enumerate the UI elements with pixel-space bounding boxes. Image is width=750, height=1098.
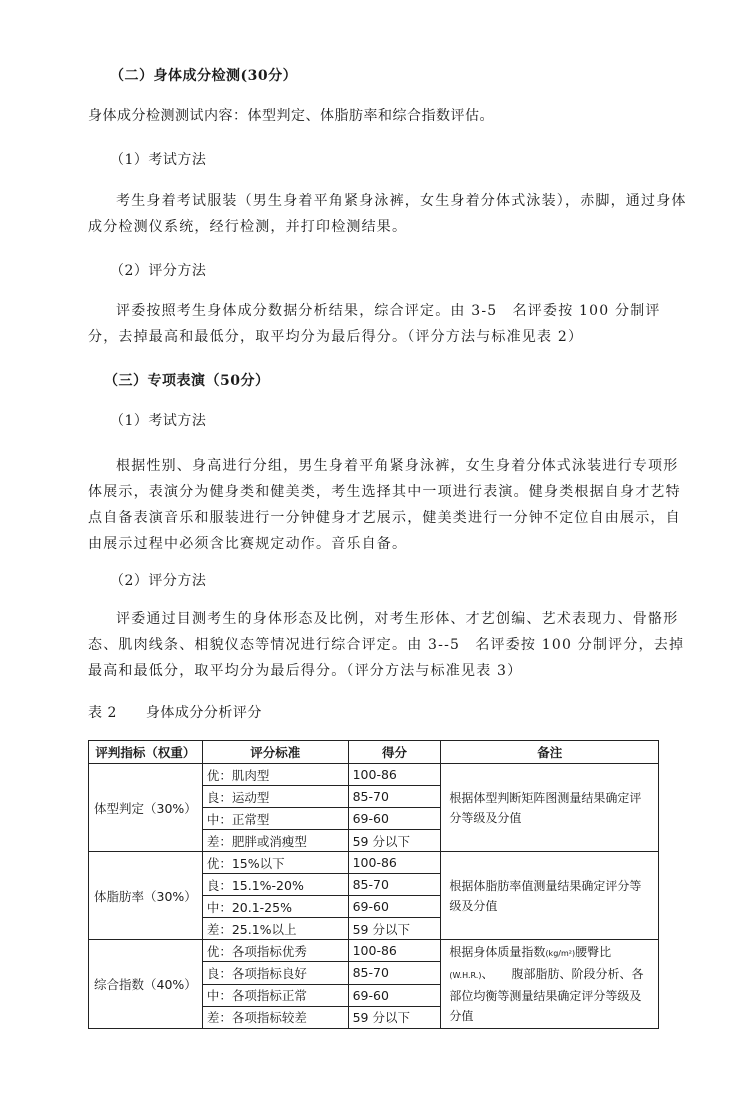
score-cell: 69-60	[348, 808, 441, 830]
score-cell: 85-70	[348, 786, 441, 808]
section2-intro: 身体成分检测测试内容：体型判定、体脂肪率和综合指数评估。	[88, 108, 494, 124]
note-text-c: 、 腹部脂肪、阶段分析、各部位均衡等测量结果确定评分等级及分值	[449, 967, 644, 1023]
standard-cell: 优：肌肉型	[202, 764, 348, 786]
indicator-cell: 体型判定（30%）	[89, 764, 203, 852]
header-standard: 评分标准	[202, 741, 348, 764]
score-cell: 69-60	[348, 984, 441, 1006]
header-indicator: 评判指标（权重）	[89, 741, 203, 764]
indicator-cell: 体脂肪率（30%）	[89, 852, 203, 940]
s3-scoring-text: 评委通过目测考生的身体形态及比例，对考生形体、才艺创编、艺术表现力、骨骼形态、肌肉线条、相貌仪态等情况进行综合评定。由 3--5 名评委按 100 分制评分，去掉最高和最低分，取平均分为最后得分。（评分方法与标准见表 3）	[88, 611, 685, 679]
s2-scoring-text: 评委按照考生身体成分数据分析结果，综合评定。由 3-5 名评委按 100 分制评分，去掉最高和最低分，取平均分为最后得分。（评分方法与标准见表 2）	[88, 303, 661, 345]
note-cell	[441, 940, 659, 1029]
standard-cell: 优：各项指标优秀	[202, 940, 348, 962]
score-cell: 100-86	[348, 852, 441, 874]
s2-method-heading: （1）考试方法	[110, 152, 207, 168]
header-note: 备注	[441, 741, 659, 764]
score-cell: 59 分以下	[348, 830, 441, 852]
scoring-table	[88, 740, 659, 1029]
table-header-row	[89, 741, 659, 764]
note-cell: 根据体脂肪率值测量结果确定评分等级及分值	[441, 852, 659, 940]
standard-cell: 良：运动型	[202, 786, 348, 808]
standard-cell: 良：15.1%-20%	[202, 874, 348, 896]
header-score: 得分	[348, 741, 441, 764]
s2-scoring-heading: （2）评分方法	[110, 263, 207, 279]
standard-cell: 中：各项指标正常	[202, 984, 348, 1006]
standard-cell: 差：各项指标较差	[202, 1006, 348, 1028]
score-cell: 85-70	[348, 874, 441, 896]
section2-heading: （二）身体成分检测(30分）	[110, 68, 298, 84]
section3-heading: （三）专项表演（50分）	[104, 373, 270, 389]
standard-cell: 差：25.1%以上	[202, 918, 348, 940]
note-cell: 根据体型判断矩阵图测量结果确定评分等级及分值	[441, 764, 659, 852]
score-cell: 59 分以下	[348, 918, 441, 940]
s2-method-text: 考生身着考试服装（男生身着平角紧身泳裤，女生身着分体式泳装），赤脚，通过身体成分检测仪系统，经行检测，并打印检测结果。	[88, 193, 687, 235]
s3-method-text: 根据性别、身高进行分组，男生身着平角紧身泳裤，女生身着分体式泳装进行专项形体展示，表演分为健身类和健美类，考生选择其中一项进行表演。健身类根据自身才艺特点自备表演音乐和服装进行一分钟健身才艺展示，健美类进行一分钟不定位自由展示，自由展示过程中必须含比赛规定动作。音乐自备。	[88, 458, 681, 552]
standard-cell: 中：20.1-25%	[202, 896, 348, 918]
standard-cell: 差：肥胖或消瘦型	[202, 830, 348, 852]
note-text-a: 根据身体质量指数	[449, 945, 546, 959]
table-row	[89, 940, 659, 962]
note-text-b: 腰臀比	[575, 945, 612, 959]
s3-method-heading: （1）考试方法	[110, 413, 207, 429]
s3-scoring-heading: （2）评分方法	[110, 573, 207, 589]
indicator-cell: 综合指数（40%）	[89, 940, 203, 1029]
score-cell: 69-60	[348, 896, 441, 918]
note-whr: (W.H.R.)	[449, 971, 482, 980]
standard-cell: 优：15%以下	[202, 852, 348, 874]
note-unit: (kg/m²)	[545, 949, 576, 958]
standard-cell: 中：正常型	[202, 808, 348, 830]
score-cell: 100-86	[348, 764, 441, 786]
table-row	[89, 852, 659, 874]
score-cell: 59 分以下	[348, 1006, 441, 1028]
table-row	[89, 764, 659, 786]
table-caption: 表 2 身体成分分析评分	[88, 705, 262, 721]
standard-cell: 良：各项指标良好	[202, 962, 348, 984]
score-cell: 100-86	[348, 940, 441, 962]
score-cell: 85-70	[348, 962, 441, 984]
